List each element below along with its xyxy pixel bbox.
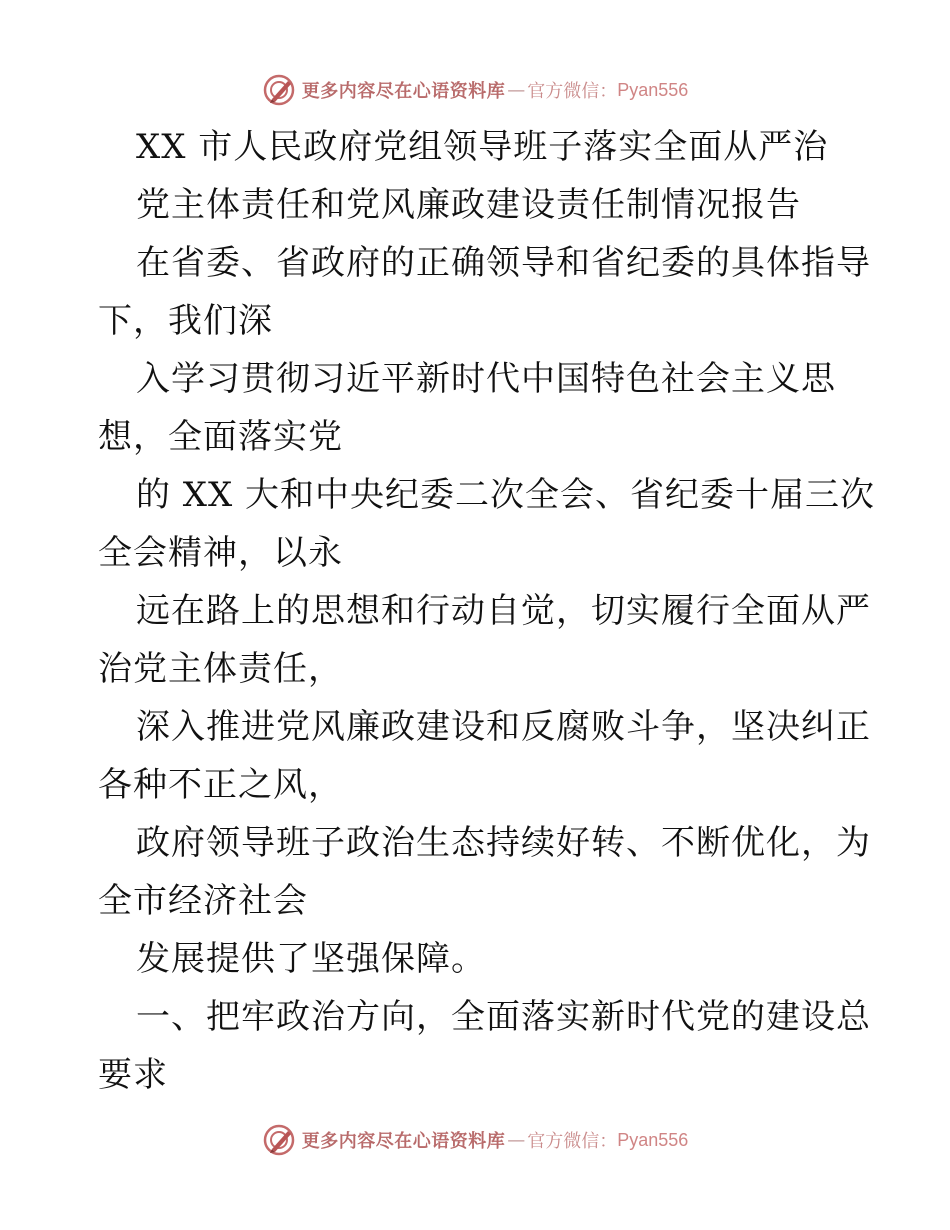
text-line: 下，我们深 <box>98 301 273 341</box>
banner-wechat-id: Pyan556 <box>617 1129 689 1150</box>
text-line: 治党主体责任， <box>98 649 343 689</box>
text-line: 各种不正之风， <box>98 765 343 805</box>
banner-title: 更多内容尽在心语资料库 <box>301 1131 506 1152</box>
text-line: 发展提供了坚强保障。 <box>136 939 486 979</box>
text-line: XX 市人民政府党组领导班子落实全面从严治 <box>136 127 829 167</box>
text-line: 在省委、省政府的正确领导和省纪委的具体指导 <box>136 243 871 283</box>
text-line: 党主体责任和党风廉政建设责任制情况报告 <box>136 185 801 225</box>
document-body <box>98 118 876 1104</box>
text-line: 入学习贯彻习近平新时代中国特色社会主义思 <box>136 359 836 399</box>
text-line: 一、把牢政治方向，全面落实新时代党的建设总 <box>136 997 871 1037</box>
banner-dash: — <box>507 1129 526 1151</box>
text-line: 远在路上的思想和行动自觉，切实履行全面从严 <box>136 591 871 631</box>
banner-dash: — <box>507 79 526 101</box>
text-line: 全会精神，以永 <box>98 533 343 573</box>
logo-icon <box>262 1123 296 1157</box>
banner-wechat-id: Pyan556 <box>617 79 689 100</box>
banner-title: 更多内容尽在心语资料库 <box>301 81 506 102</box>
banner-label: 官方微信： <box>527 81 618 102</box>
text-line: 深入推进党风廉政建设和反腐败斗争，坚决纠正 <box>136 707 871 747</box>
text-line: 政府领导班子政治生态持续好转、不断优化，为 <box>136 823 871 863</box>
text-line: 想，全面落实党 <box>98 417 343 457</box>
banner-label: 官方微信： <box>527 1131 618 1152</box>
footer-banner <box>0 1120 950 1160</box>
logo-icon <box>262 73 296 107</box>
header-banner <box>0 70 950 110</box>
text-line: 全市经济社会 <box>98 881 308 921</box>
text-line: 的 XX 大和中央纪委二次全会、省纪委十届三次 <box>136 475 876 515</box>
text-line: 要求 <box>98 1055 168 1095</box>
